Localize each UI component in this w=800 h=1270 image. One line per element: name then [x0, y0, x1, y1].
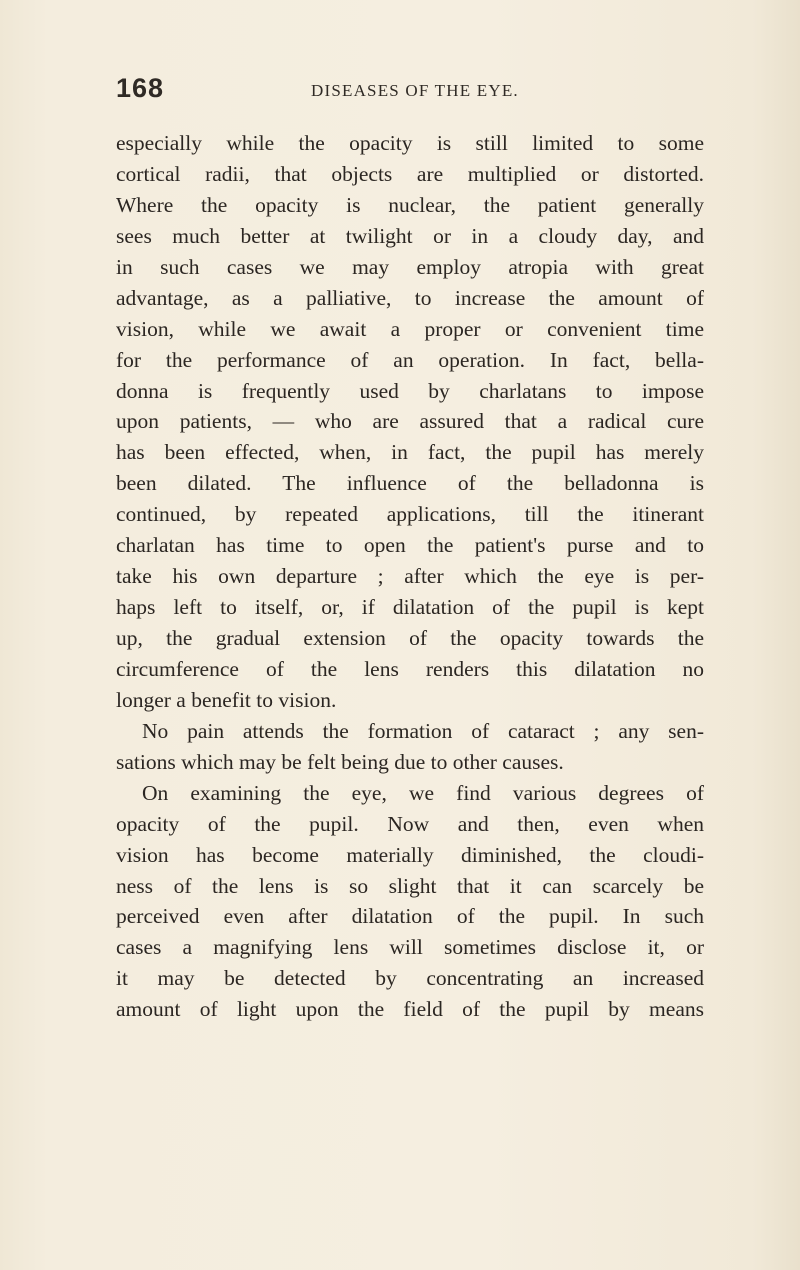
text-line: No pain attends the formation of cataract ; any sen-: [142, 718, 704, 743]
text-line: in such cases we may employ atropia with great: [116, 254, 704, 279]
running-title: DISEASES OF THE EYE.: [311, 81, 519, 100]
text-line: donna is frequently used by charlatans to impose: [116, 378, 704, 403]
text-line: haps left to itself, or, if dilatation of the pupil is kept: [116, 595, 704, 620]
text-line: vision has become materially diminished, the cloudi-: [116, 842, 704, 867]
text-line: cortical radii, that objects are multiplied or distorted.: [116, 161, 704, 186]
text-line: charlatan has time to open the patient's purse and to: [116, 533, 704, 558]
text-line: Where the opacity is nuclear, the patient generally: [116, 192, 704, 217]
body-text: [116, 128, 704, 1025]
text-line: vision, while we await a proper or convenient time: [116, 316, 704, 341]
text-line: especially while the opacity is still limited to some: [116, 131, 704, 155]
text-line: advantage, as a palliative, to increase the amount of: [116, 285, 704, 310]
text-line: been dilated. The influence of the belladonna is: [116, 471, 704, 496]
text-line: has been effected, when, in fact, the pupil has merely: [116, 440, 704, 465]
text-line: ness of the lens is so slight that it can scarcely be: [116, 873, 704, 898]
text-line: upon patients, — who are assured that a radical cure: [116, 409, 704, 434]
text-line: up, the gradual extension of the opacity towards the: [116, 626, 704, 650]
text-line: take his own departure ; after which the eye is per-: [116, 564, 704, 589]
text-line: opacity of the pupil. Now and then, even when: [116, 811, 704, 836]
page-number: 168: [116, 73, 165, 103]
text-line: circumference of the lens renders this dilatation no: [116, 656, 704, 681]
text-line: perceived even after dilatation of the pupil. In such: [116, 904, 704, 929]
text-line: cases a magnifying lens will sometimes disclose it, or: [116, 935, 704, 960]
text-line: for the performance of an operation. In fact, bella-: [116, 347, 704, 372]
text-line: continued, by repeated applications, till the itinerant: [116, 502, 704, 527]
running-head: [116, 73, 706, 113]
text-line: amount of light upon the field of the pupil by means: [116, 997, 704, 1022]
text-line: On examining the eye, we find various degrees of: [142, 780, 704, 805]
text-line: sees much better at twilight or in a cloudy day, and: [116, 223, 704, 248]
text-line: longer a benefit to vision.: [116, 687, 337, 712]
text-line: it may be detected by concentrating an increased: [116, 966, 704, 991]
text-line: sations which may be felt being due to other causes.: [116, 749, 564, 774]
